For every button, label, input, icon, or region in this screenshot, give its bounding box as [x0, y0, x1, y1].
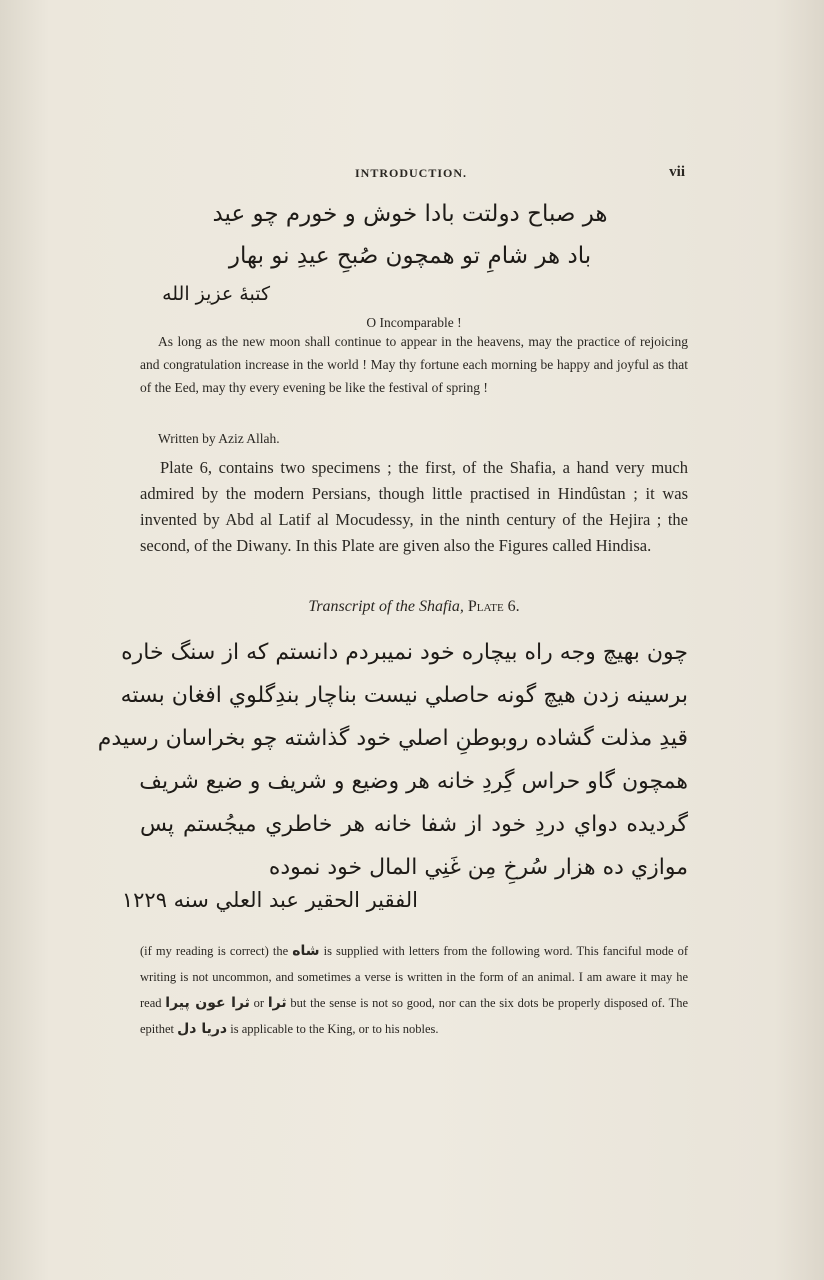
- footnote-alt-reading-2: ثرا: [267, 995, 287, 1011]
- footnote-text: [140, 938, 688, 1042]
- transcript-title-plate: Plate 6.: [467, 598, 520, 615]
- page-header: [140, 166, 685, 186]
- transcript-line: چون بهیچ وجه راه بیچاره خود نمیبردم دانستم که از سنگ خاره: [121, 640, 688, 665]
- footnote-persian-word: شاه: [292, 943, 320, 959]
- transcript-line: قیدِ مذلت گشاده روبوطنِ اصلي خود گذاشته چو بخراسان رسیدم: [97, 726, 688, 751]
- transcript-colophon: الفقیر الحقیر عبد العلي سنه ١٢٢٩: [121, 888, 418, 912]
- footnote-or: or: [253, 996, 265, 1010]
- plate-description: [140, 455, 688, 559]
- translation-body: [140, 330, 688, 399]
- plate-description-text: Plate 6, contains two specimens ; the first, of the Shafia, a hand very much admired by the modern Persians, though little practised in Hindûstan ; it was invented by Abd al Latif al Mocudessy, in the ninth century of the Hejira ; the second, of the Diwany. In this Plate are given also the Figures called Hindisa.: [140, 458, 688, 555]
- page-number: vii: [669, 164, 685, 180]
- running-head: INTRODUCTION.: [355, 166, 468, 180]
- footnote-epithet: دریا دل: [177, 1021, 228, 1037]
- footnote-part-3: but the sense is not so good, nor can the six dots be properly disposed of. The epithet: [140, 996, 689, 1036]
- translation-heading: O Incomparable !: [366, 315, 462, 330]
- footnote: [140, 938, 688, 1042]
- calligrapher-signature: کتبهٔ عزیز الله: [162, 283, 270, 305]
- transcript-line: گردیده دواي دردِ خود از شفا خانه هر خاطري میجُستم پس: [140, 812, 688, 837]
- transcript-title-italic: Transcript of the Shafia,: [308, 598, 464, 615]
- transcript-title: [140, 598, 688, 616]
- persian-verse-line-1: هر صباح دولتت بادا خوش و خورم چو عید: [212, 201, 608, 227]
- translation-text: As long as the new moon shall continue to appear in the heavens, may the practice of rejoicing and congratulation increase in the world ! May thy fortune each morning be happy and joyful as that of the Eed, may thy every evening be like the festival of spring !: [140, 334, 688, 395]
- transcript-block: [97, 631, 688, 889]
- footnote-part-1: (if my reading is correct) the: [140, 944, 289, 958]
- translation-attribution: Written by Aziz Allah.: [158, 431, 280, 446]
- transcript-line: برسینه زدن هیچ گونه حاصلي نیست بناچار بندِگلوي افغان بسته: [120, 683, 688, 708]
- persian-verse-line-2: باد هر شامِ تو همچون صُبحِ عیدِ نو بهار: [228, 243, 592, 269]
- footnote-part-2: is supplied with letters from the following word. This fanciful mode of writing is not uncommon, and sometimes a verse is written in the form of an animal. I am aware it may he read: [140, 944, 689, 1010]
- transcript-line: همچون گاو حراس گِردِ خانه هر وضیع و شریف و ضیع شریف: [139, 769, 688, 794]
- transcript-line: موازي ده هزار سُرخِ مِن غَنِي المال خود نموده: [268, 855, 688, 880]
- footnote-part-4: is applicable to the King, or to his nobles.: [230, 1022, 439, 1036]
- footnote-alt-reading-1: ثرا عون پیرا: [165, 995, 250, 1011]
